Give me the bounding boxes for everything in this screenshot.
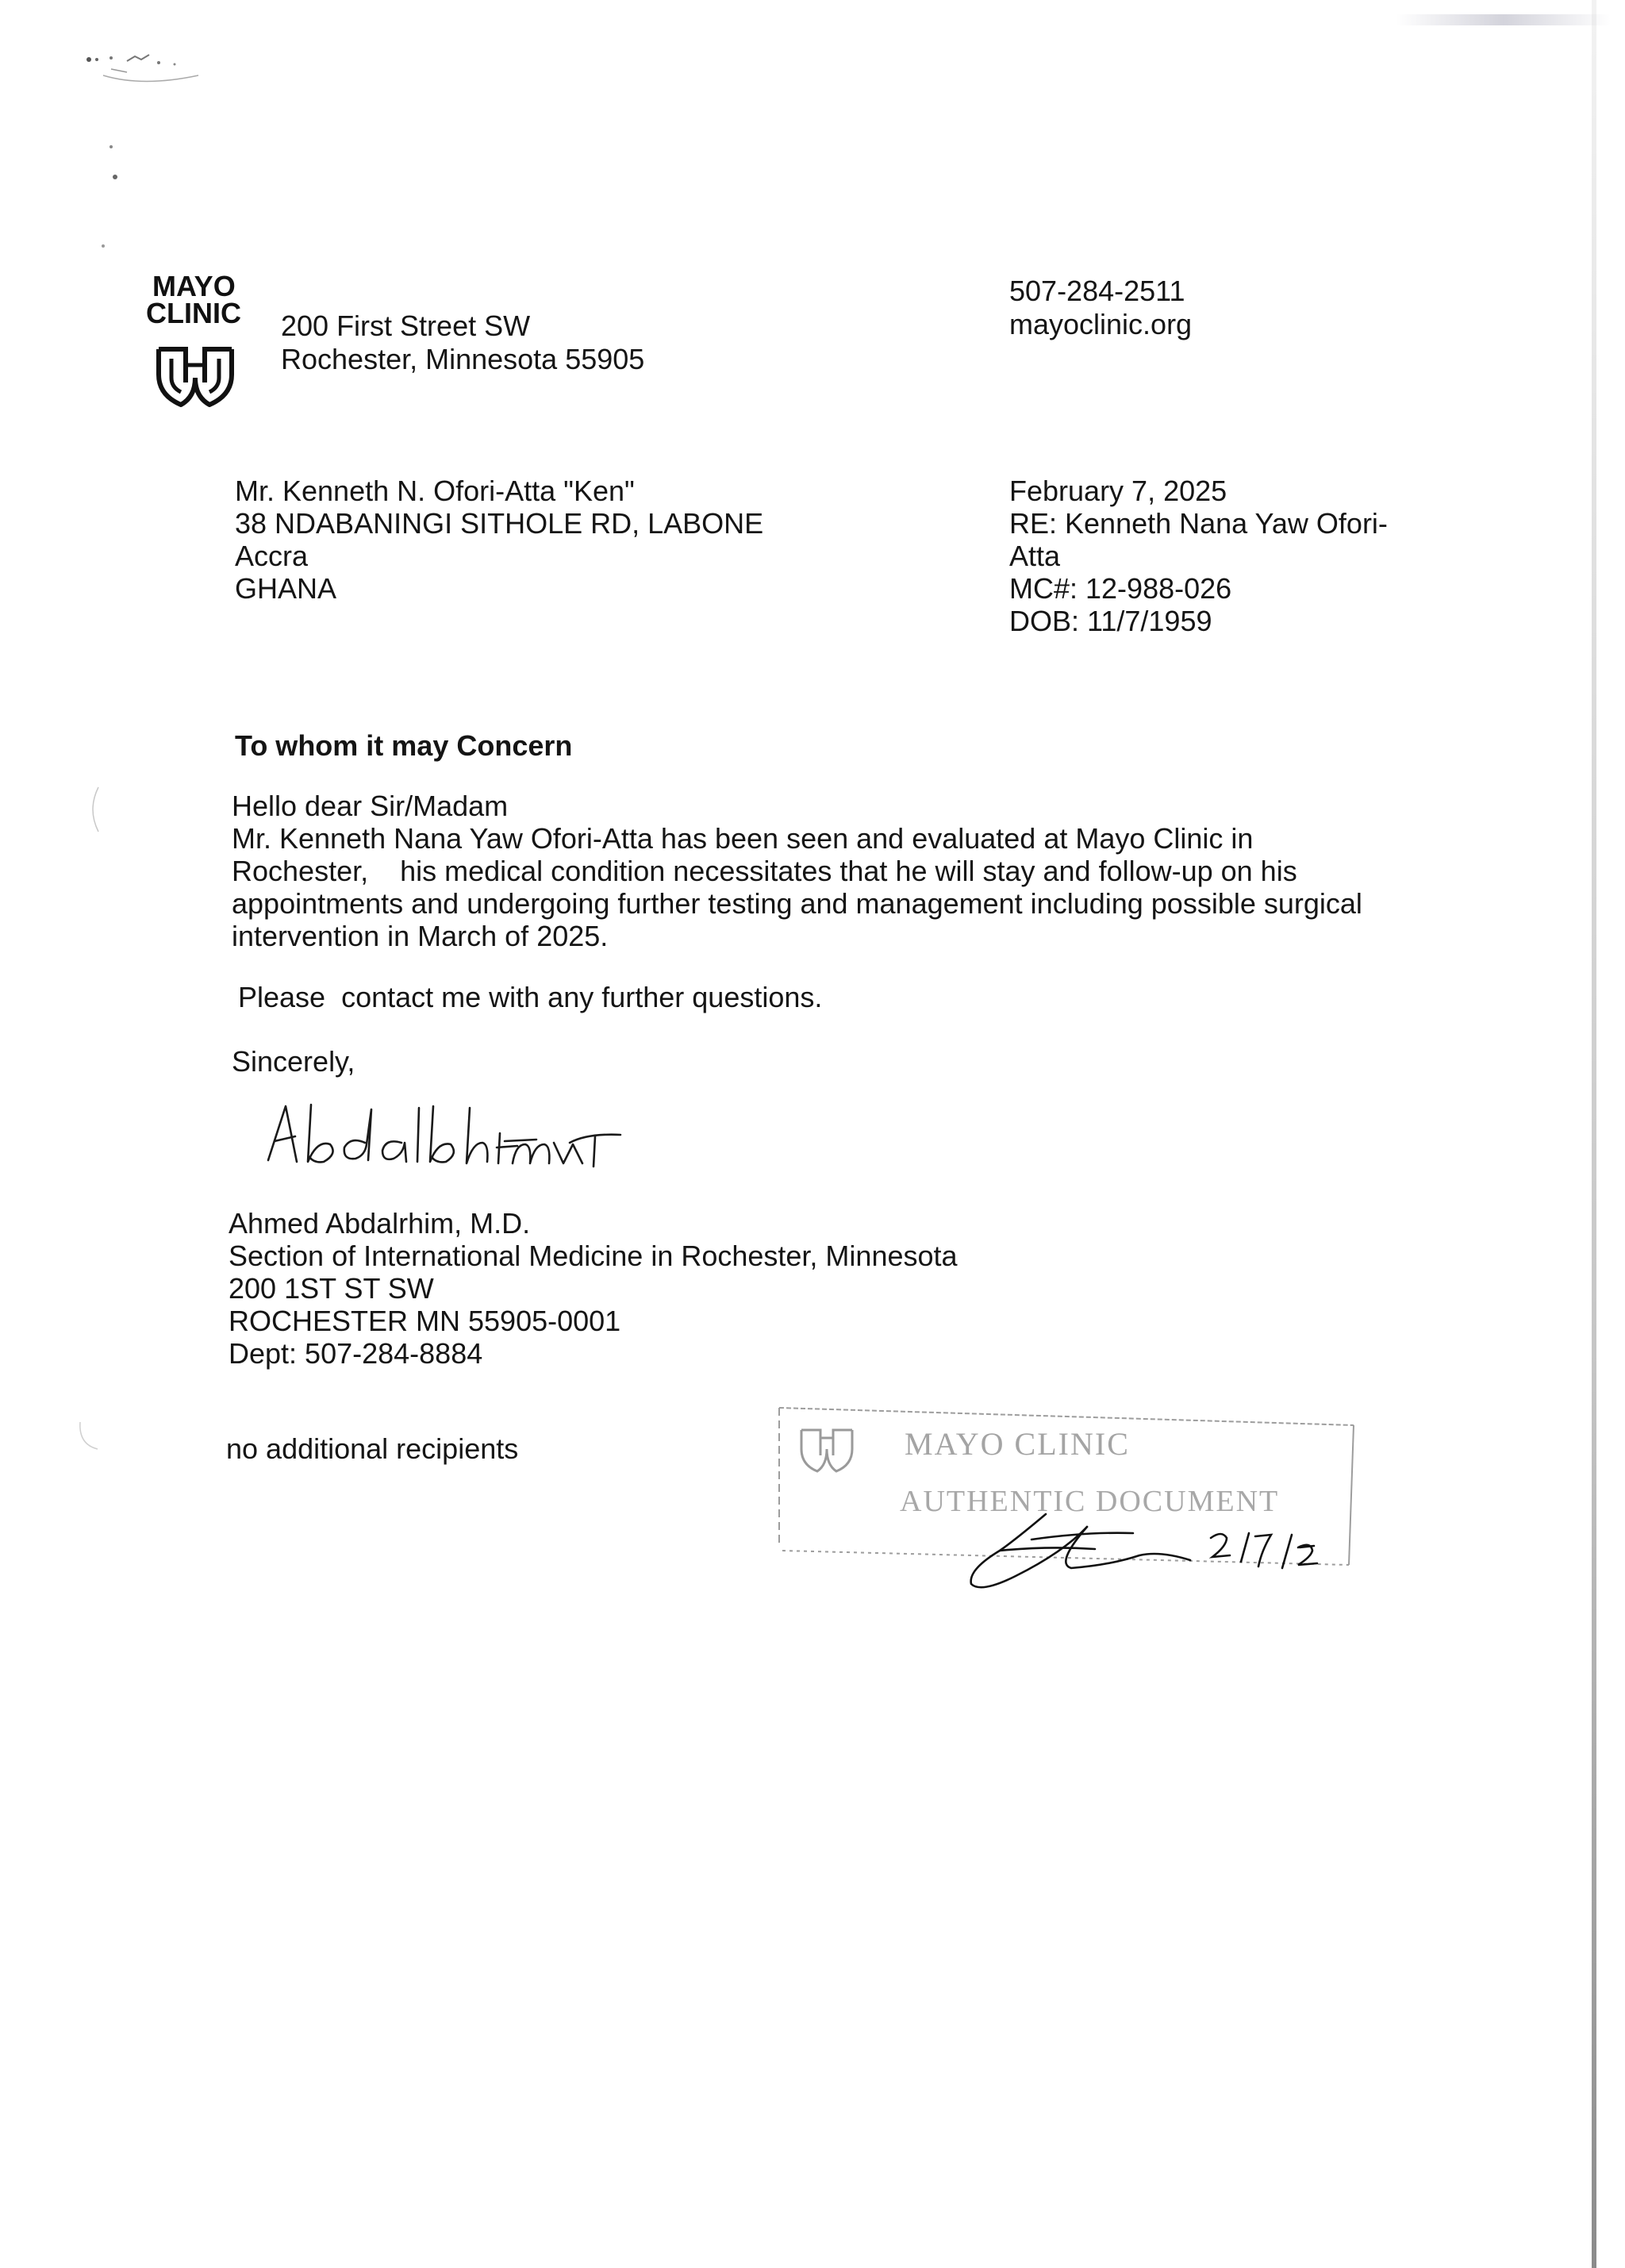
clinic-phone: 507-284-2511	[1009, 275, 1185, 307]
scan-mark	[75, 1420, 99, 1452]
recipient-name: Mr. Kenneth N. Ofori-Atta "Ken"	[235, 475, 635, 507]
letter-body	[232, 790, 1422, 952]
closing: Sincerely,	[232, 1045, 355, 1078]
scan-edge-line	[1592, 0, 1596, 2268]
signature-block	[229, 1207, 958, 1370]
handwritten-signature	[262, 1095, 627, 1178]
recipient-street: 38 NDABANINGI SITHOLE RD, LABONE	[235, 507, 764, 540]
stamp-line-2: AUTHENTIC DOCUMENT	[900, 1485, 1280, 1518]
body-line: intervention in March of 2025.	[232, 920, 609, 952]
contact-line: Please contact me with any further questions.	[238, 981, 823, 1013]
recipient-country: GHANA	[235, 572, 337, 605]
dob: DOB: 11/7/1959	[1009, 605, 1212, 637]
clinic-website: mayoclinic.org	[1009, 308, 1193, 340]
letter-date: February 7, 2025	[1009, 475, 1227, 507]
body-line: Mr. Kenneth Nana Yaw Ofori-Atta has been seen and evaluated at Mayo Clinic in	[232, 822, 1254, 855]
mayo-clinic-logo	[146, 270, 241, 329]
logo-line-1: MAYO	[152, 270, 236, 302]
re-line-2: Atta	[1009, 540, 1061, 572]
signer-dept-phone: Dept: 507-284-8884	[229, 1337, 483, 1370]
handwritten-date-mark	[1206, 1527, 1325, 1574]
mayo-shields-icon	[154, 346, 236, 408]
logo-line-2: CLINIC	[146, 297, 241, 329]
scan-smudge	[1396, 14, 1611, 25]
clinic-address-line-1: 200 First Street SW	[281, 309, 531, 342]
clinic-address-line-2: Rochester, Minnesota 55905	[281, 343, 645, 375]
signer-city: ROCHESTER MN 55905-0001	[229, 1305, 621, 1337]
stamp-handwritten-date	[1206, 1527, 1325, 1574]
additional-recipients-note: no additional recipients	[226, 1432, 519, 1465]
signer-street: 200 1ST ST SW	[229, 1272, 434, 1305]
re-line-1: RE: Kenneth Nana Yaw Ofori-	[1009, 507, 1388, 540]
stamp-line-1: MAYO CLINIC	[905, 1426, 1130, 1462]
stamp-signature	[952, 1508, 1222, 1595]
letter-meta	[1009, 475, 1388, 637]
signer-section: Section of International Medicine in Rochester, Minnesota	[229, 1240, 958, 1272]
greeting: Hello dear Sir/Madam	[232, 790, 509, 822]
recipient-city: Accra	[235, 540, 309, 572]
recipient-address	[235, 475, 763, 605]
mc-number: MC#: 12-988-026	[1009, 572, 1232, 605]
scan-mark	[86, 786, 102, 833]
signer-name: Ahmed Abdalrhim, M.D.	[229, 1207, 531, 1240]
body-line: Rochester, his medical condition necessitates that he will stay and follow-up on his	[232, 855, 1297, 887]
body-line: appointments and undergoing further testing and management including possible surgical	[232, 887, 1362, 920]
scan-specks	[79, 44, 254, 266]
salutation: To whom it may Concern	[235, 729, 573, 762]
